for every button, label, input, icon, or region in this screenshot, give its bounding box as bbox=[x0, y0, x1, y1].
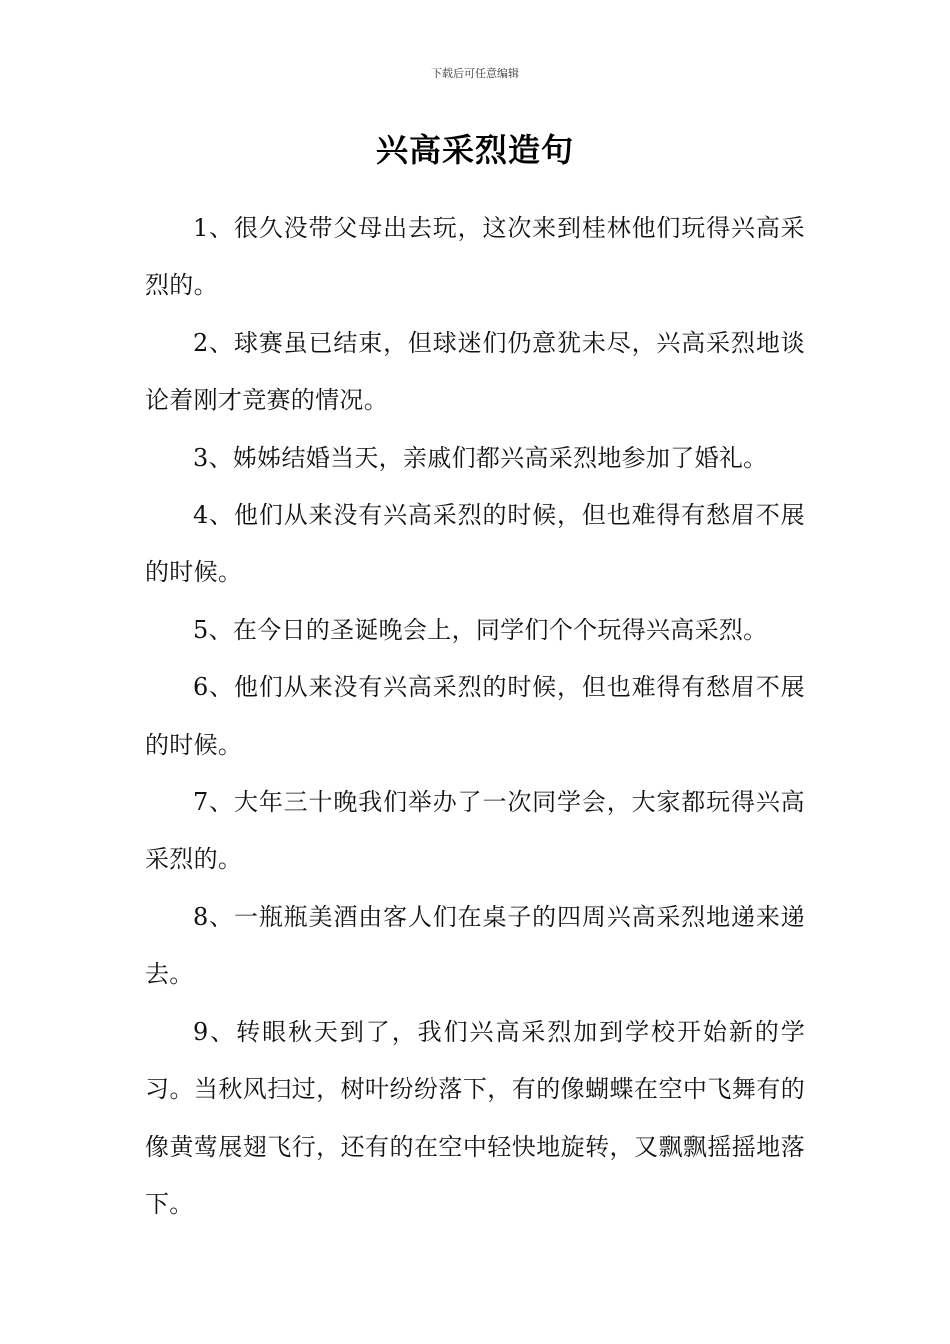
sentence-item: 9、转眼秋天到了，我们兴高采烈加到学校开始新的学习。当秋风扫过，树叶纷纷落下，有的像蝴蝶在空中飞舞有的像黄莺展翅飞行，还有的在空中轻快地旋转，又飘飘摇摇地落下。 bbox=[145, 1017, 805, 1218]
sentence-item: 2、球赛虽已结束，但球迷们仍意犹未尽，兴高采烈地谈论着刚才竞赛的情况。 bbox=[145, 328, 805, 415]
header-note: 下载后可任意编辑 bbox=[431, 67, 519, 80]
sentence-item: 1、很久没带父母出去玩，这次来到桂林他们玩得兴高采烈的。 bbox=[145, 214, 805, 300]
sentence-list bbox=[145, 200, 805, 1233]
sentence-item: 3、姊姊结婚当天，亲戚们都兴高采烈地参加了婚礼。 bbox=[193, 443, 768, 472]
sentence-item: 6、他们从来没有兴高采烈的时候，但也难得有愁眉不展的时候。 bbox=[145, 673, 805, 759]
document-title: 兴高采烈造句 bbox=[375, 131, 574, 169]
sentence-item: 7、大年三十晚我们举办了一次同学会，大家都玩得兴高采烈的。 bbox=[145, 788, 805, 874]
sentence-item: 8、一瓶瓶美酒由客人们在桌子的四周兴高采烈地递来递去。 bbox=[145, 902, 805, 989]
sentence-item: 5、在今日的圣诞晚会上，同学们个个玩得兴高采烈。 bbox=[193, 615, 768, 644]
sentence-item: 4、他们从来没有兴高采烈的时候，但也难得有愁眉不展的时候。 bbox=[145, 501, 805, 587]
